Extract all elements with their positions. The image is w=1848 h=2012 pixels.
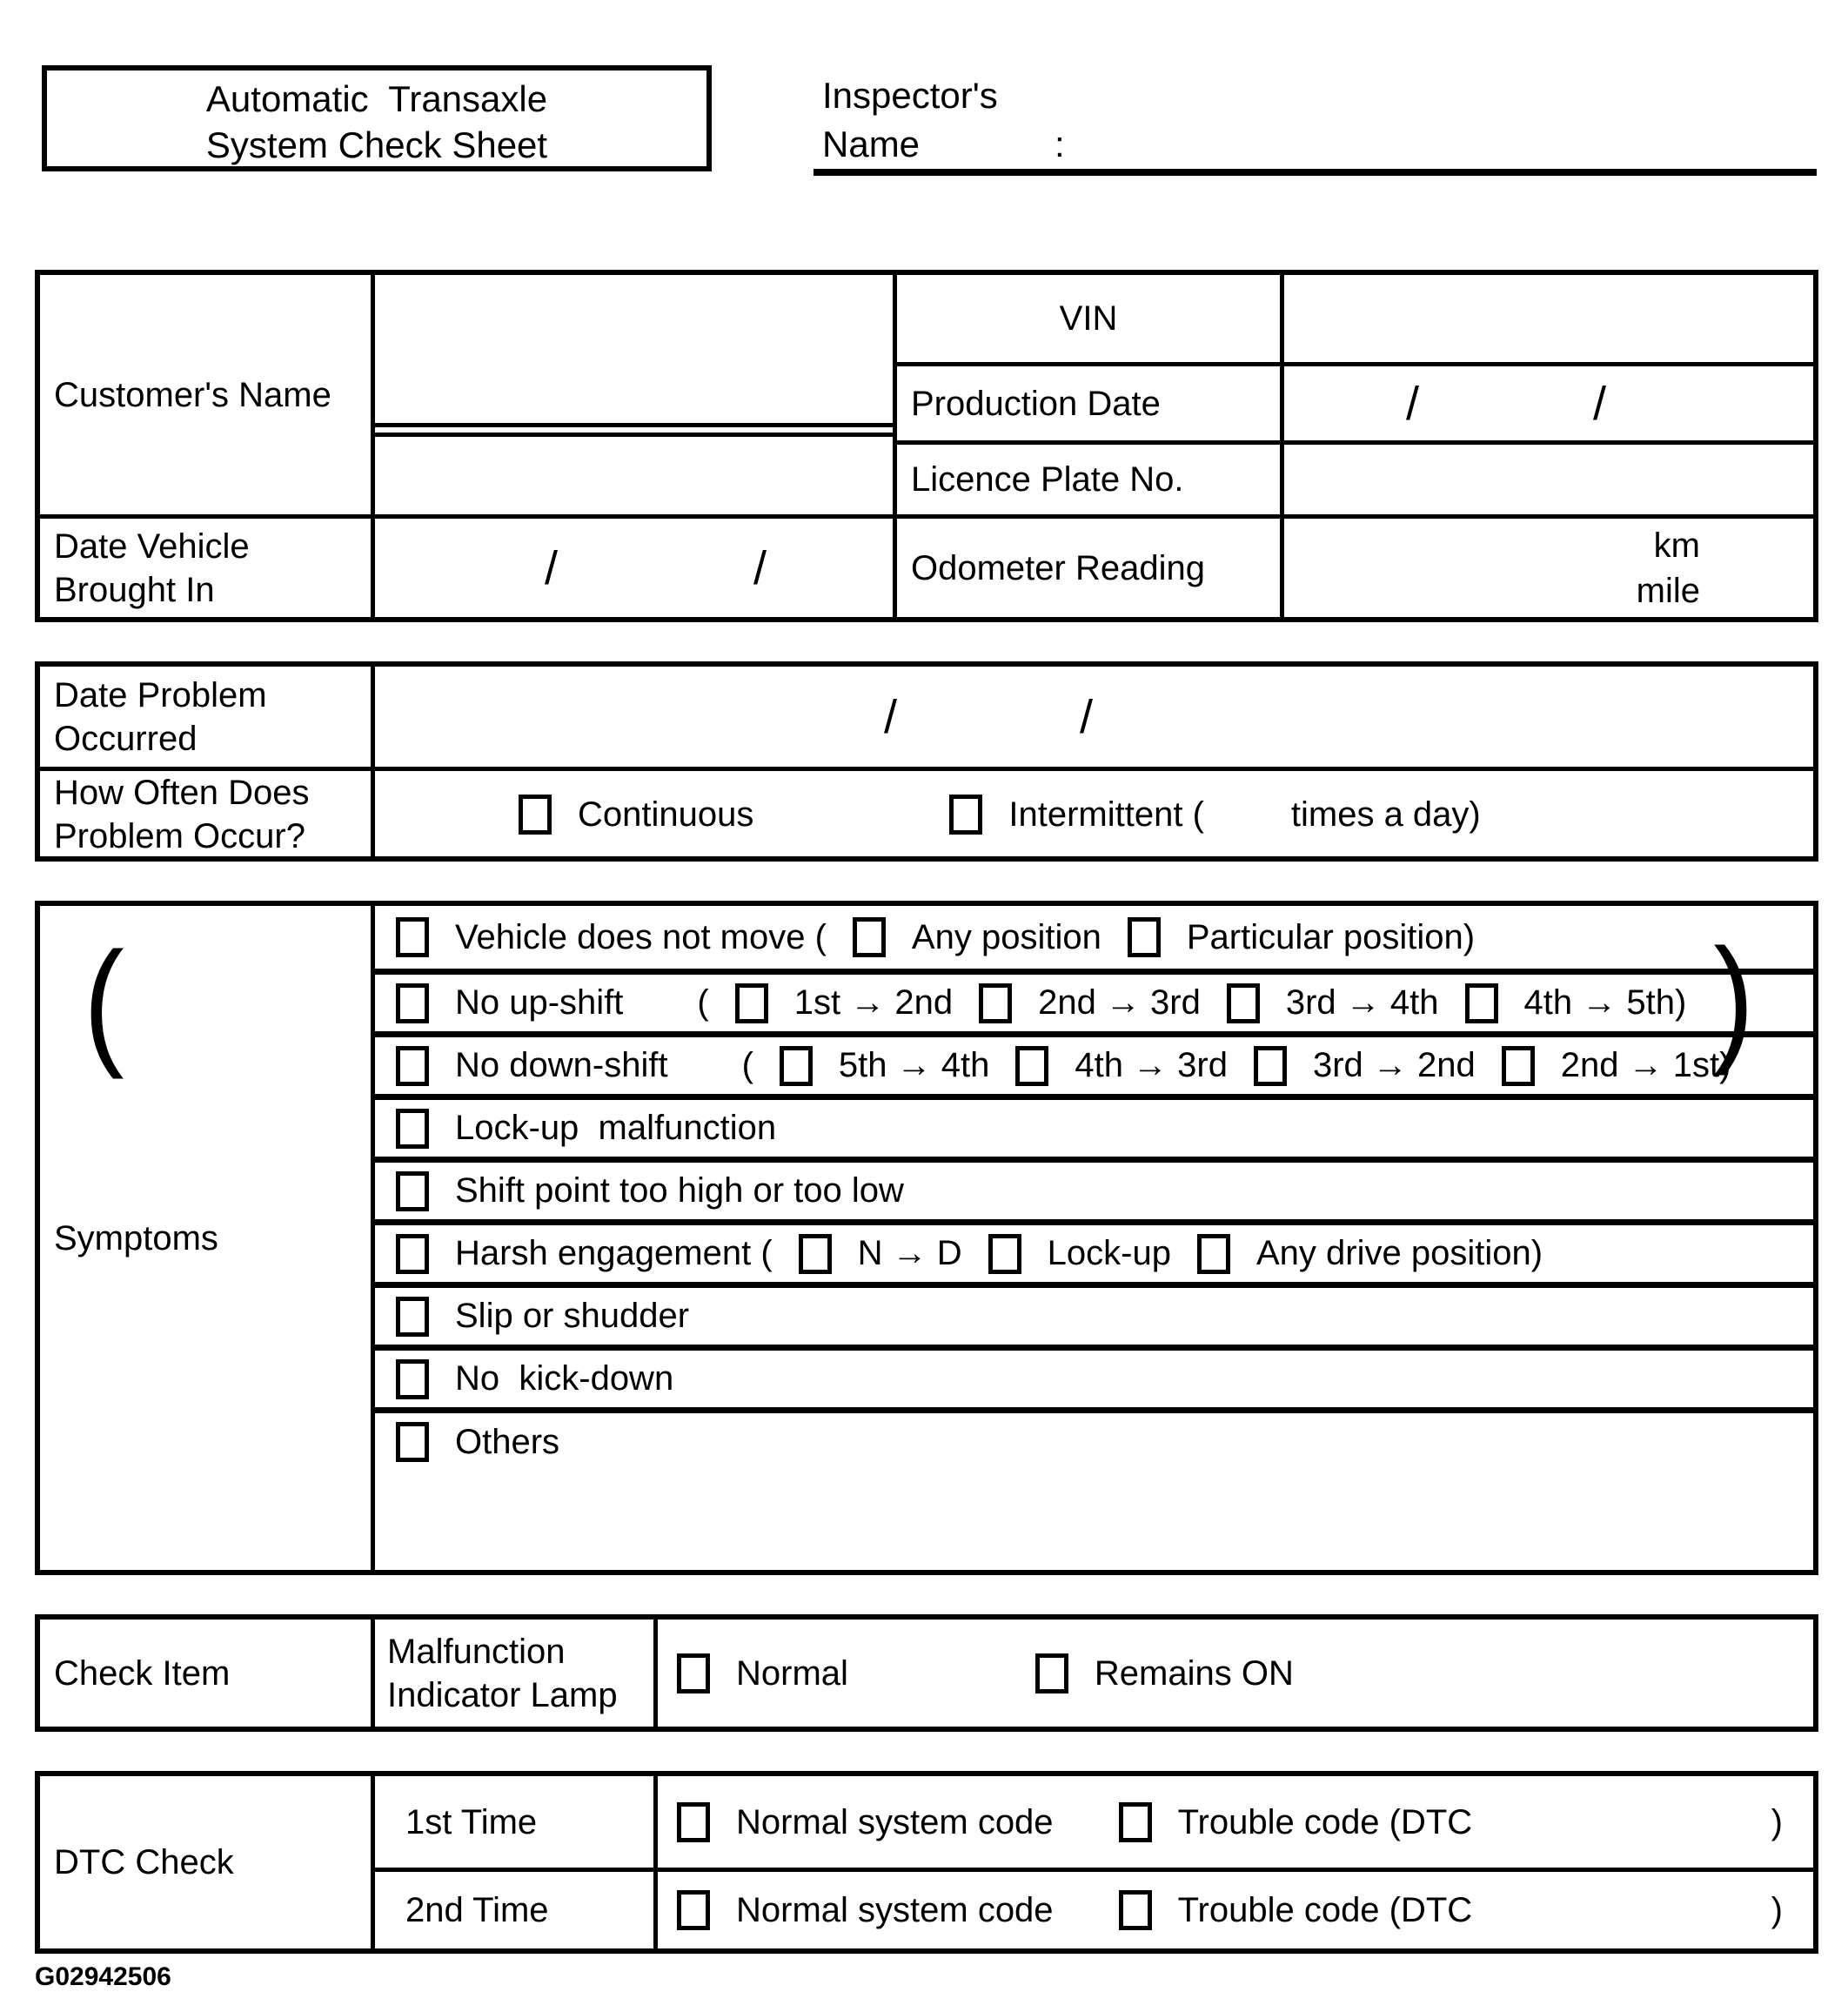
label-text: )	[1771, 1891, 1783, 1929]
label-remains-on: Remains ON	[1094, 1653, 1294, 1693]
customer-name-field[interactable]	[371, 275, 893, 514]
label-times-a-day: times a day)	[1290, 795, 1481, 834]
odometer-unit-mile: mile	[1636, 571, 1700, 610]
label-3rd-4th: 3rd → 4th	[1285, 983, 1439, 1022]
label-any-position: Any position	[911, 917, 1101, 956]
label-2nd-3rd: 2nd → 3rd	[1038, 983, 1201, 1022]
figure-code: G02942506	[35, 1962, 171, 1991]
mil-options-row	[653, 1620, 1813, 1727]
date-vehicle-brought-in-label	[40, 514, 371, 617]
label-normal-system-code: Normal system code	[736, 1891, 1054, 1929]
form-title-box	[42, 65, 712, 171]
form-title-line2: System Check Sheet	[205, 124, 548, 165]
mil-label-line2: Indicator Lamp	[387, 1675, 618, 1714]
dtc-check-label: DTC Check	[54, 1843, 234, 1881]
customer-name-label: Customer's Name	[54, 375, 331, 414]
label-particular-position: Particular position)	[1186, 917, 1476, 956]
licence-plate-label: Licence Plate No.	[893, 440, 1280, 514]
symptoms-label: Symptoms	[54, 1218, 218, 1258]
label-no-up-shift: No up-shift	[455, 983, 624, 1022]
label-n-d: N → D	[857, 1234, 962, 1272]
others-paren-close: )	[1713, 919, 1754, 1076]
date-slash: /	[884, 690, 898, 743]
spacer	[1080, 1910, 1093, 1911]
label-4th-5th: 4th → 5th)	[1523, 983, 1687, 1022]
label-lock-up-malfunction: Lock-up malfunction	[455, 1109, 777, 1147]
checkbox-intermittent[interactable]	[949, 795, 982, 835]
date-problem-label-line1: Date Problem	[54, 675, 267, 714]
checkbox-mil-normal[interactable]	[677, 1653, 710, 1693]
mil-label-line1: Malfunction	[387, 1632, 566, 1671]
date-vehicle-brought-in-field[interactable]	[371, 514, 893, 617]
licence-plate-field[interactable]	[1280, 440, 1813, 514]
how-often-label-line1: How Often Does	[54, 774, 310, 812]
production-date-field[interactable]	[1280, 362, 1813, 440]
malfunction-indicator-lamp-label	[371, 1620, 653, 1727]
dtc-check-table	[35, 1771, 1818, 1954]
checkbox-dtc-1st-normal-system-code[interactable]	[677, 1802, 710, 1842]
label-normal: Normal	[736, 1653, 848, 1693]
inspector-label-line2: Name	[822, 124, 921, 164]
label-4th-3rd: 4th → 3rd	[1075, 1046, 1228, 1084]
label-trouble-code-dtc: Trouble code (DTC	[1177, 1802, 1473, 1841]
checkbox-vehicle-does-not-move[interactable]	[396, 917, 429, 957]
checkbox-mil-remains-on[interactable]	[1035, 1653, 1068, 1693]
date-problem-occurred-field[interactable]	[371, 667, 1813, 767]
others-field[interactable]	[144, 958, 1691, 1561]
how-often-label-line2: Problem Occur?	[54, 817, 305, 855]
date-vehicle-label-line1: Date Vehicle	[54, 526, 250, 566]
inspector-name-block	[814, 75, 1817, 176]
label-vehicle-does-not-move: Vehicle does not move (	[455, 917, 827, 956]
label-1st-2nd: 1st → 2nd	[793, 983, 954, 1022]
inspector-colon: :	[1055, 124, 1065, 164]
label-text: )	[1771, 1802, 1783, 1841]
checkbox-dtc-1st-trouble-code[interactable]	[1119, 1802, 1152, 1842]
label-trouble-code-dtc: Trouble code (DTC	[1177, 1891, 1473, 1929]
date-slash: /	[1080, 690, 1094, 743]
label-no-kick-down: No kick-down	[455, 1359, 674, 1398]
check-item-table	[35, 1614, 1818, 1732]
label-lock-up: Lock-up	[1047, 1234, 1171, 1272]
dtc-2nd-time-row	[653, 1868, 1813, 1948]
label-no-down-shift: No down-shift	[455, 1046, 668, 1084]
problem-occurrence-table	[35, 661, 1818, 862]
label-harsh-engagement: Harsh engagement (	[455, 1234, 773, 1272]
date-vehicle-label-line2: Brought In	[54, 570, 215, 609]
how-often-options-row	[371, 767, 1813, 858]
label-intermittent: Intermittent (	[1008, 795, 1204, 834]
date-slash: /	[1593, 377, 1607, 430]
date-slash: /	[545, 541, 559, 594]
dtc-1st-time-label: 1st Time	[371, 1776, 653, 1868]
checkbox-vdm-particular-position[interactable]	[1128, 917, 1161, 957]
vin-label: VIN	[893, 275, 1280, 362]
checkbox-continuous[interactable]	[519, 795, 552, 835]
vehicle-info-table	[35, 270, 1818, 622]
date-slash: /	[753, 541, 767, 594]
label-normal-system-code: Normal system code	[736, 1802, 1054, 1841]
checkbox-dtc-2nd-normal-system-code[interactable]	[677, 1890, 710, 1930]
others-paren-open: (	[84, 922, 124, 1080]
label-text: (	[697, 983, 709, 1022]
customer-name-ruled-line	[375, 423, 893, 437]
date-problem-label-line2: Occurred	[54, 719, 198, 758]
odometer-unit-km: km	[1653, 526, 1700, 565]
checkbox-vdm-any-position[interactable]	[853, 917, 886, 957]
form-title-line1: Automatic Transaxle	[205, 78, 548, 119]
label-text: (	[741, 1046, 753, 1084]
vin-field[interactable]	[1280, 275, 1813, 362]
check-item-label: Check Item	[54, 1653, 231, 1693]
production-date-label: Production Date	[893, 362, 1280, 440]
label-2nd-1st: 2nd → 1st)	[1560, 1046, 1731, 1084]
dtc-1st-time-row	[653, 1776, 1813, 1868]
label-3rd-2nd: 3rd → 2nd	[1312, 1046, 1476, 1084]
label-others: Others	[455, 1422, 560, 1461]
date-problem-occurred-label	[40, 667, 371, 767]
label-slip-or-shudder: Slip or shudder	[455, 1297, 690, 1335]
checkbox-dtc-2nd-trouble-code[interactable]	[1119, 1890, 1152, 1930]
inspector-name-field[interactable]	[814, 122, 1817, 176]
label-any-drive-position: Any drive position)	[1255, 1234, 1543, 1272]
inspector-label-line1: Inspector's	[822, 75, 998, 116]
odometer-reading-label: Odometer Reading	[893, 514, 1280, 617]
label-shift-point-too-high-or-too-low: Shift point too high or too low	[455, 1171, 904, 1210]
dtc-2nd-time-label: 2nd Time	[371, 1868, 653, 1948]
label-continuous: Continuous	[578, 795, 754, 834]
symptoms-table	[35, 901, 1818, 1575]
how-often-label	[40, 767, 371, 858]
spacer	[1080, 1821, 1093, 1822]
label-5th-4th: 5th → 4th	[838, 1046, 990, 1084]
odometer-reading-field[interactable]	[1280, 514, 1813, 617]
date-slash: /	[1406, 377, 1420, 430]
